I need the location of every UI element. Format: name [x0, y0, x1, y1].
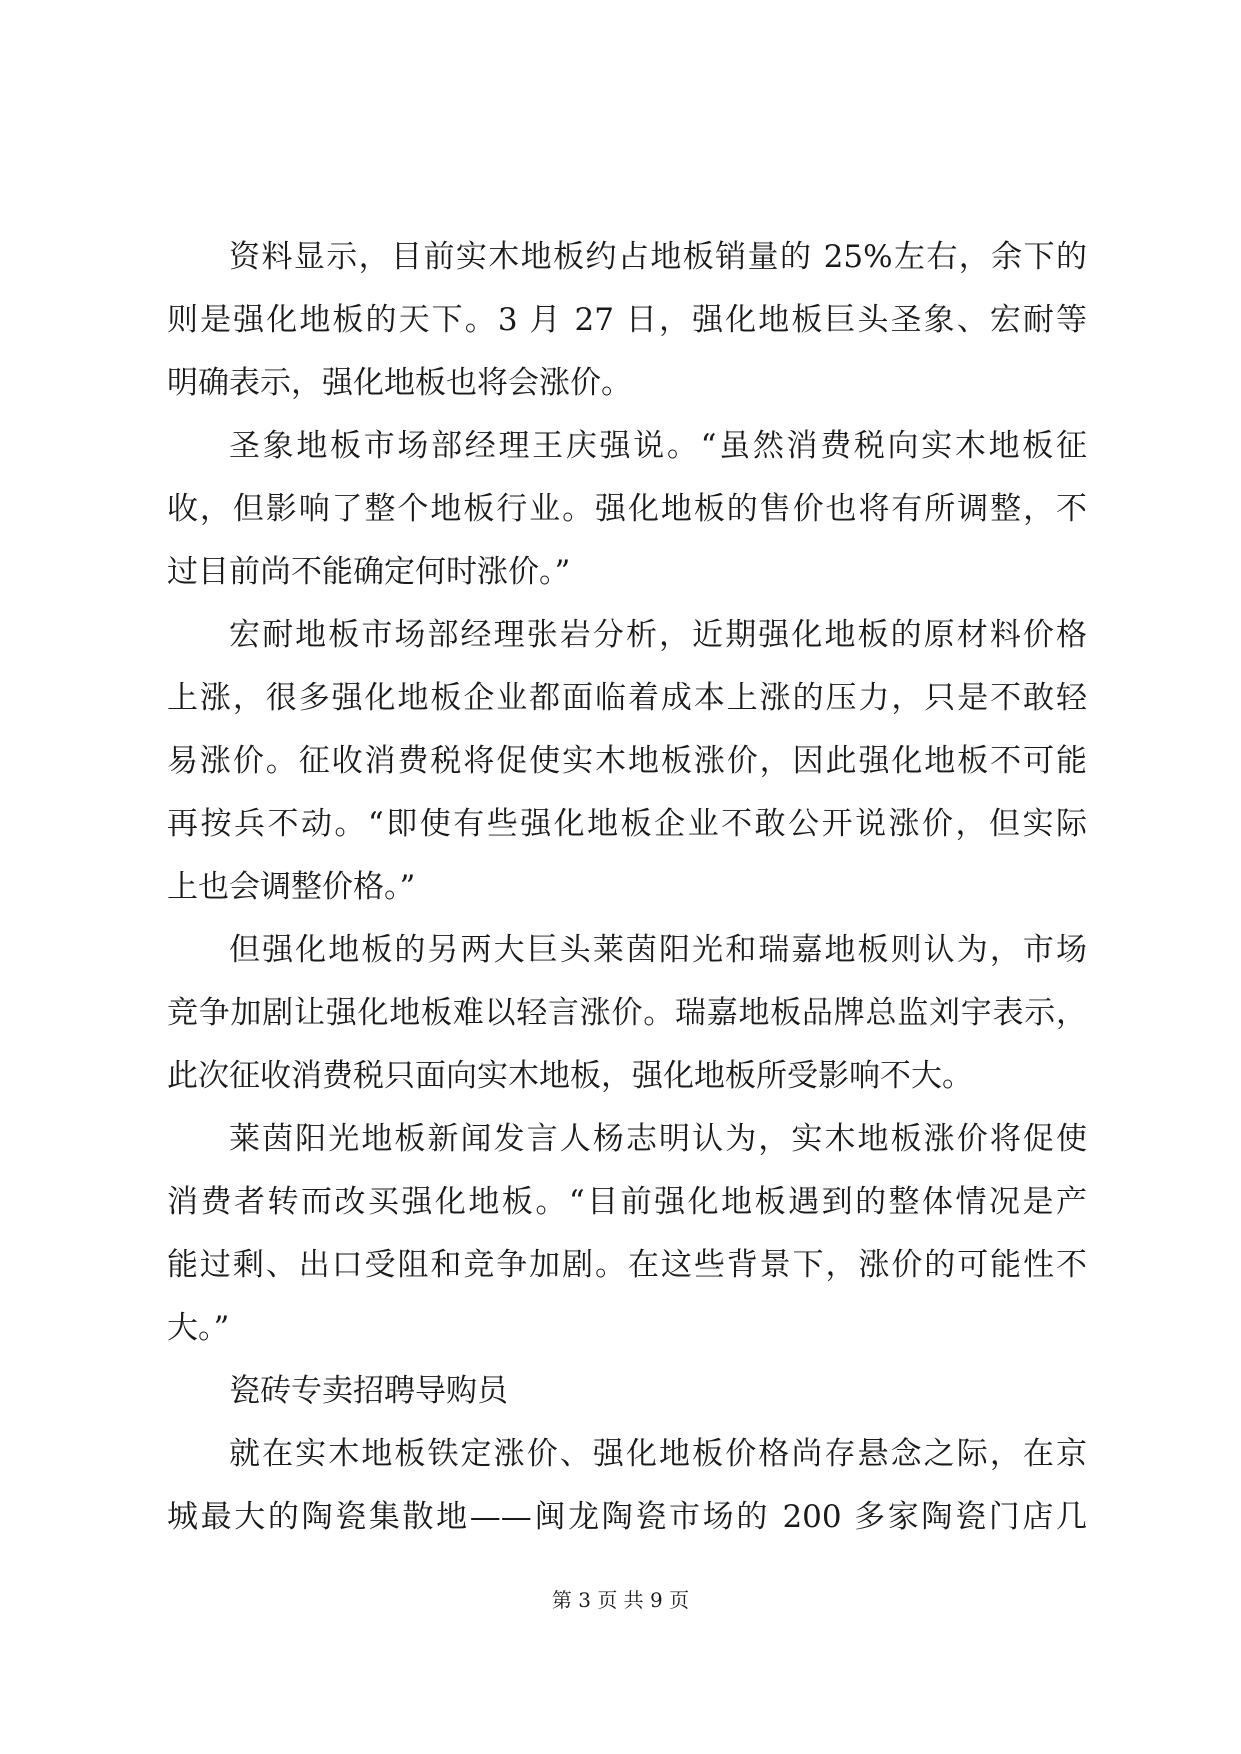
paragraph-line: 上也会调整价格。”	[167, 869, 416, 905]
paragraph-line: 就在实木地板铁定涨价、强化地板价格尚存悬念之际，在京	[229, 1436, 1087, 1472]
paragraph-line: 消费者转而改买强化地板。“目前强化地板遇到的整体情况是产	[167, 1184, 1087, 1220]
paragraph-line: 上涨，很多强化地板企业都面临着成本上涨的压力，只是不敢轻	[167, 680, 1087, 716]
paragraph-line: 明确表示，强化地板也将会涨价。	[167, 365, 632, 401]
paragraph-line: 收，但影响了整个地板行业。强化地板的售价也将有所调整，不	[167, 491, 1087, 527]
paragraph-line: 易涨价。征收消费税将促使实木地板涨价，因此强化地板不可能	[167, 743, 1087, 779]
paragraph-line: 再按兵不动。“即使有些强化地板企业不敢公开说涨价，但实际	[167, 806, 1087, 842]
paragraph-line: 过目前尚不能确定何时涨价。”	[167, 554, 571, 590]
paragraph-line: 则是强化地板的天下。3 月 27 日，强化地板巨头圣象、宏耐等	[167, 302, 1087, 338]
paragraph-line: 大。”	[167, 1310, 230, 1346]
page-number-footer: 第 3 页 共 9 页	[551, 1588, 690, 1612]
section-heading: 瓷砖专卖招聘导购员	[229, 1373, 508, 1409]
paragraph-line: 宏耐地板市场部经理张岩分析，近期强化地板的原材料价格	[229, 617, 1087, 653]
paragraph-line: 此次征收消费税只面向实木地板，强化地板所受影响不大。	[167, 1058, 973, 1094]
paragraph-line: 圣象地板市场部经理王庆强说。“虽然消费税向实木地板征	[229, 428, 1087, 464]
paragraph-line: 但强化地板的另两大巨头莱茵阳光和瑞嘉地板则认为，市场	[229, 932, 1087, 968]
paragraph-line: 竞争加剧让强化地板难以轻言涨价。瑞嘉地板品牌总监刘宇表示，	[167, 995, 1087, 1031]
paragraph-line: 资料显示，目前实木地板约占地板销量的 25%左右，余下的	[229, 239, 1087, 275]
paragraph-line: 城最大的陶瓷集散地——闽龙陶瓷市场的 200 多家陶瓷门店几	[167, 1499, 1087, 1535]
paragraph-line: 莱茵阳光地板新闻发言人杨志明认为，实木地板涨价将促使	[229, 1121, 1087, 1157]
body-text	[167, 226, 1087, 1549]
paragraph-line: 能过剩、出口受阻和竞争加剧。在这些背景下，涨价的可能性不	[167, 1247, 1087, 1283]
